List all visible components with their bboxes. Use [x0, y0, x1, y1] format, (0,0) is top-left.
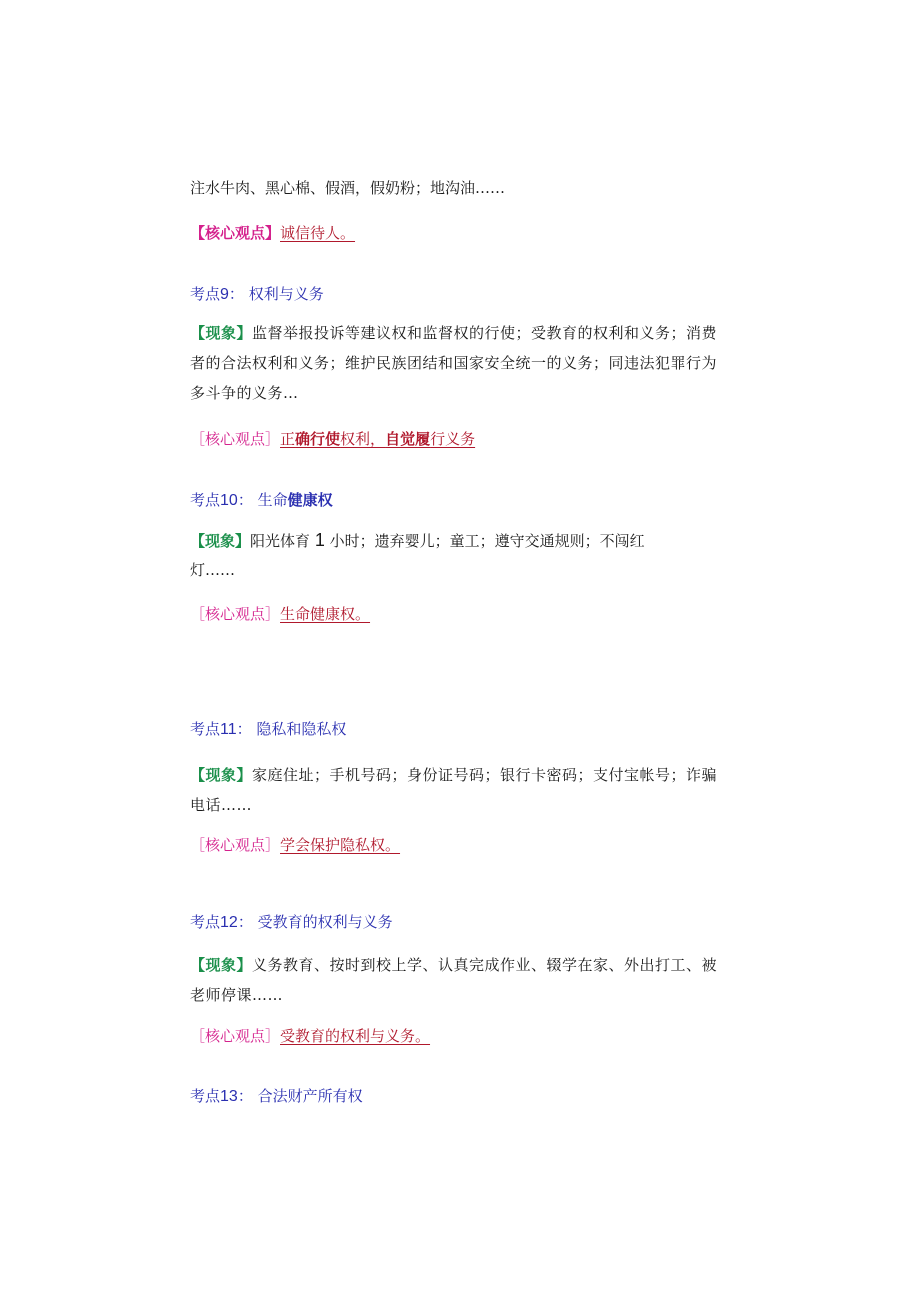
topic-11-heading	[190, 719, 346, 740]
core-point-9	[190, 429, 475, 449]
topic-colon: ：	[228, 285, 244, 303]
topic-label: 考点	[190, 913, 221, 931]
core-text: 学会保护隐私权。	[280, 836, 401, 854]
core-text-part: 正	[280, 430, 296, 448]
phenomenon-12	[190, 950, 720, 1010]
core-tag: ［核心观点］	[190, 836, 281, 854]
intro-text: 注水牛肉、黑心棉、假酒，假奶粉；地沟油……	[190, 179, 506, 197]
topic-number: 11	[220, 721, 237, 738]
topic-number: 12	[220, 914, 238, 931]
core-text: 生命健康权。	[280, 605, 371, 623]
topic-label: 考点	[190, 491, 221, 509]
phenomenon-10-line-2	[190, 560, 235, 580]
phenomenon-11	[190, 760, 720, 820]
core-text: 受教育的权利与义务。	[280, 1027, 431, 1045]
phenomenon-tag: 【现象】	[190, 324, 253, 342]
phenomenon-text: 义务教育、按时到校上学、认真完成作业、辍学在家、外出打工、被老师停课……	[190, 956, 718, 1004]
phenomenon-tag: 【现象】	[190, 766, 253, 784]
topic-title: 隐私和隐私权	[256, 720, 347, 738]
topic-number: 10	[220, 492, 238, 509]
phenomenon-tag: 【现象】	[190, 532, 251, 550]
topic-colon: ：	[237, 1087, 253, 1105]
topic-title: 合法财产所有权	[257, 1087, 363, 1105]
core-point-12	[190, 1026, 430, 1046]
core-point-10	[190, 604, 370, 624]
topic-10-heading	[190, 490, 333, 511]
core-point-1	[190, 223, 355, 243]
core-text-bold: 确行使	[295, 430, 341, 448]
core-text-bold: 自觉履	[385, 430, 431, 448]
core-text	[280, 430, 475, 448]
phenomenon-number: 1	[314, 530, 325, 550]
core-text-part: 权利，	[340, 430, 386, 448]
core-point-11	[190, 835, 400, 855]
topic-colon: ：	[237, 491, 253, 509]
phenomenon-text: 家庭住址；手机号码；身份证号码；银行卡密码；支付宝帐号；诈骗电话……	[190, 766, 718, 814]
core-tag: ［核心观点］	[190, 430, 281, 448]
topic-9-heading	[190, 284, 324, 305]
topic-title: 生命	[257, 491, 288, 509]
topic-label: 考点	[190, 1087, 221, 1105]
core-tag: ［核心观点］	[190, 1027, 281, 1045]
phenomenon-text: 灯……	[190, 561, 236, 579]
phenomenon-9	[190, 318, 720, 408]
phenomenon-tag: 【现象】	[190, 956, 253, 974]
topic-number: 9	[220, 286, 229, 303]
phenomenon-text: 监督举报投诉等建议权和监督权的行使；受教育的权利和义务；消费者的合法权利和义务；维护民族团结和国家安全统一的义务；同违法犯罪行为多斗争的义务…	[190, 324, 718, 402]
core-text-part: 行义务	[430, 430, 476, 448]
topic-label: 考点	[190, 285, 221, 303]
phenomenon-text: 小时；遗弃婴儿；童工；遵守交通规则；不闯红	[329, 532, 645, 550]
topic-number: 13	[220, 1088, 238, 1105]
topic-13-heading	[190, 1086, 363, 1107]
topic-title: 受教育的权利与义务	[257, 913, 393, 931]
intro-line	[190, 178, 505, 198]
topic-title: 权利与义务	[248, 285, 324, 303]
topic-label: 考点	[190, 720, 221, 738]
topic-colon: ：	[236, 720, 252, 738]
topic-colon: ：	[237, 913, 253, 931]
phenomenon-text: 阳光体育	[250, 532, 311, 550]
topic-12-heading	[190, 912, 393, 933]
core-text: 诚信待人。	[280, 224, 356, 242]
phenomenon-10-line-1	[190, 530, 645, 551]
core-tag: ［核心观点］	[190, 605, 281, 623]
topic-title-bold: 健康权	[287, 491, 333, 509]
core-tag: 【核心观点】	[190, 224, 281, 242]
